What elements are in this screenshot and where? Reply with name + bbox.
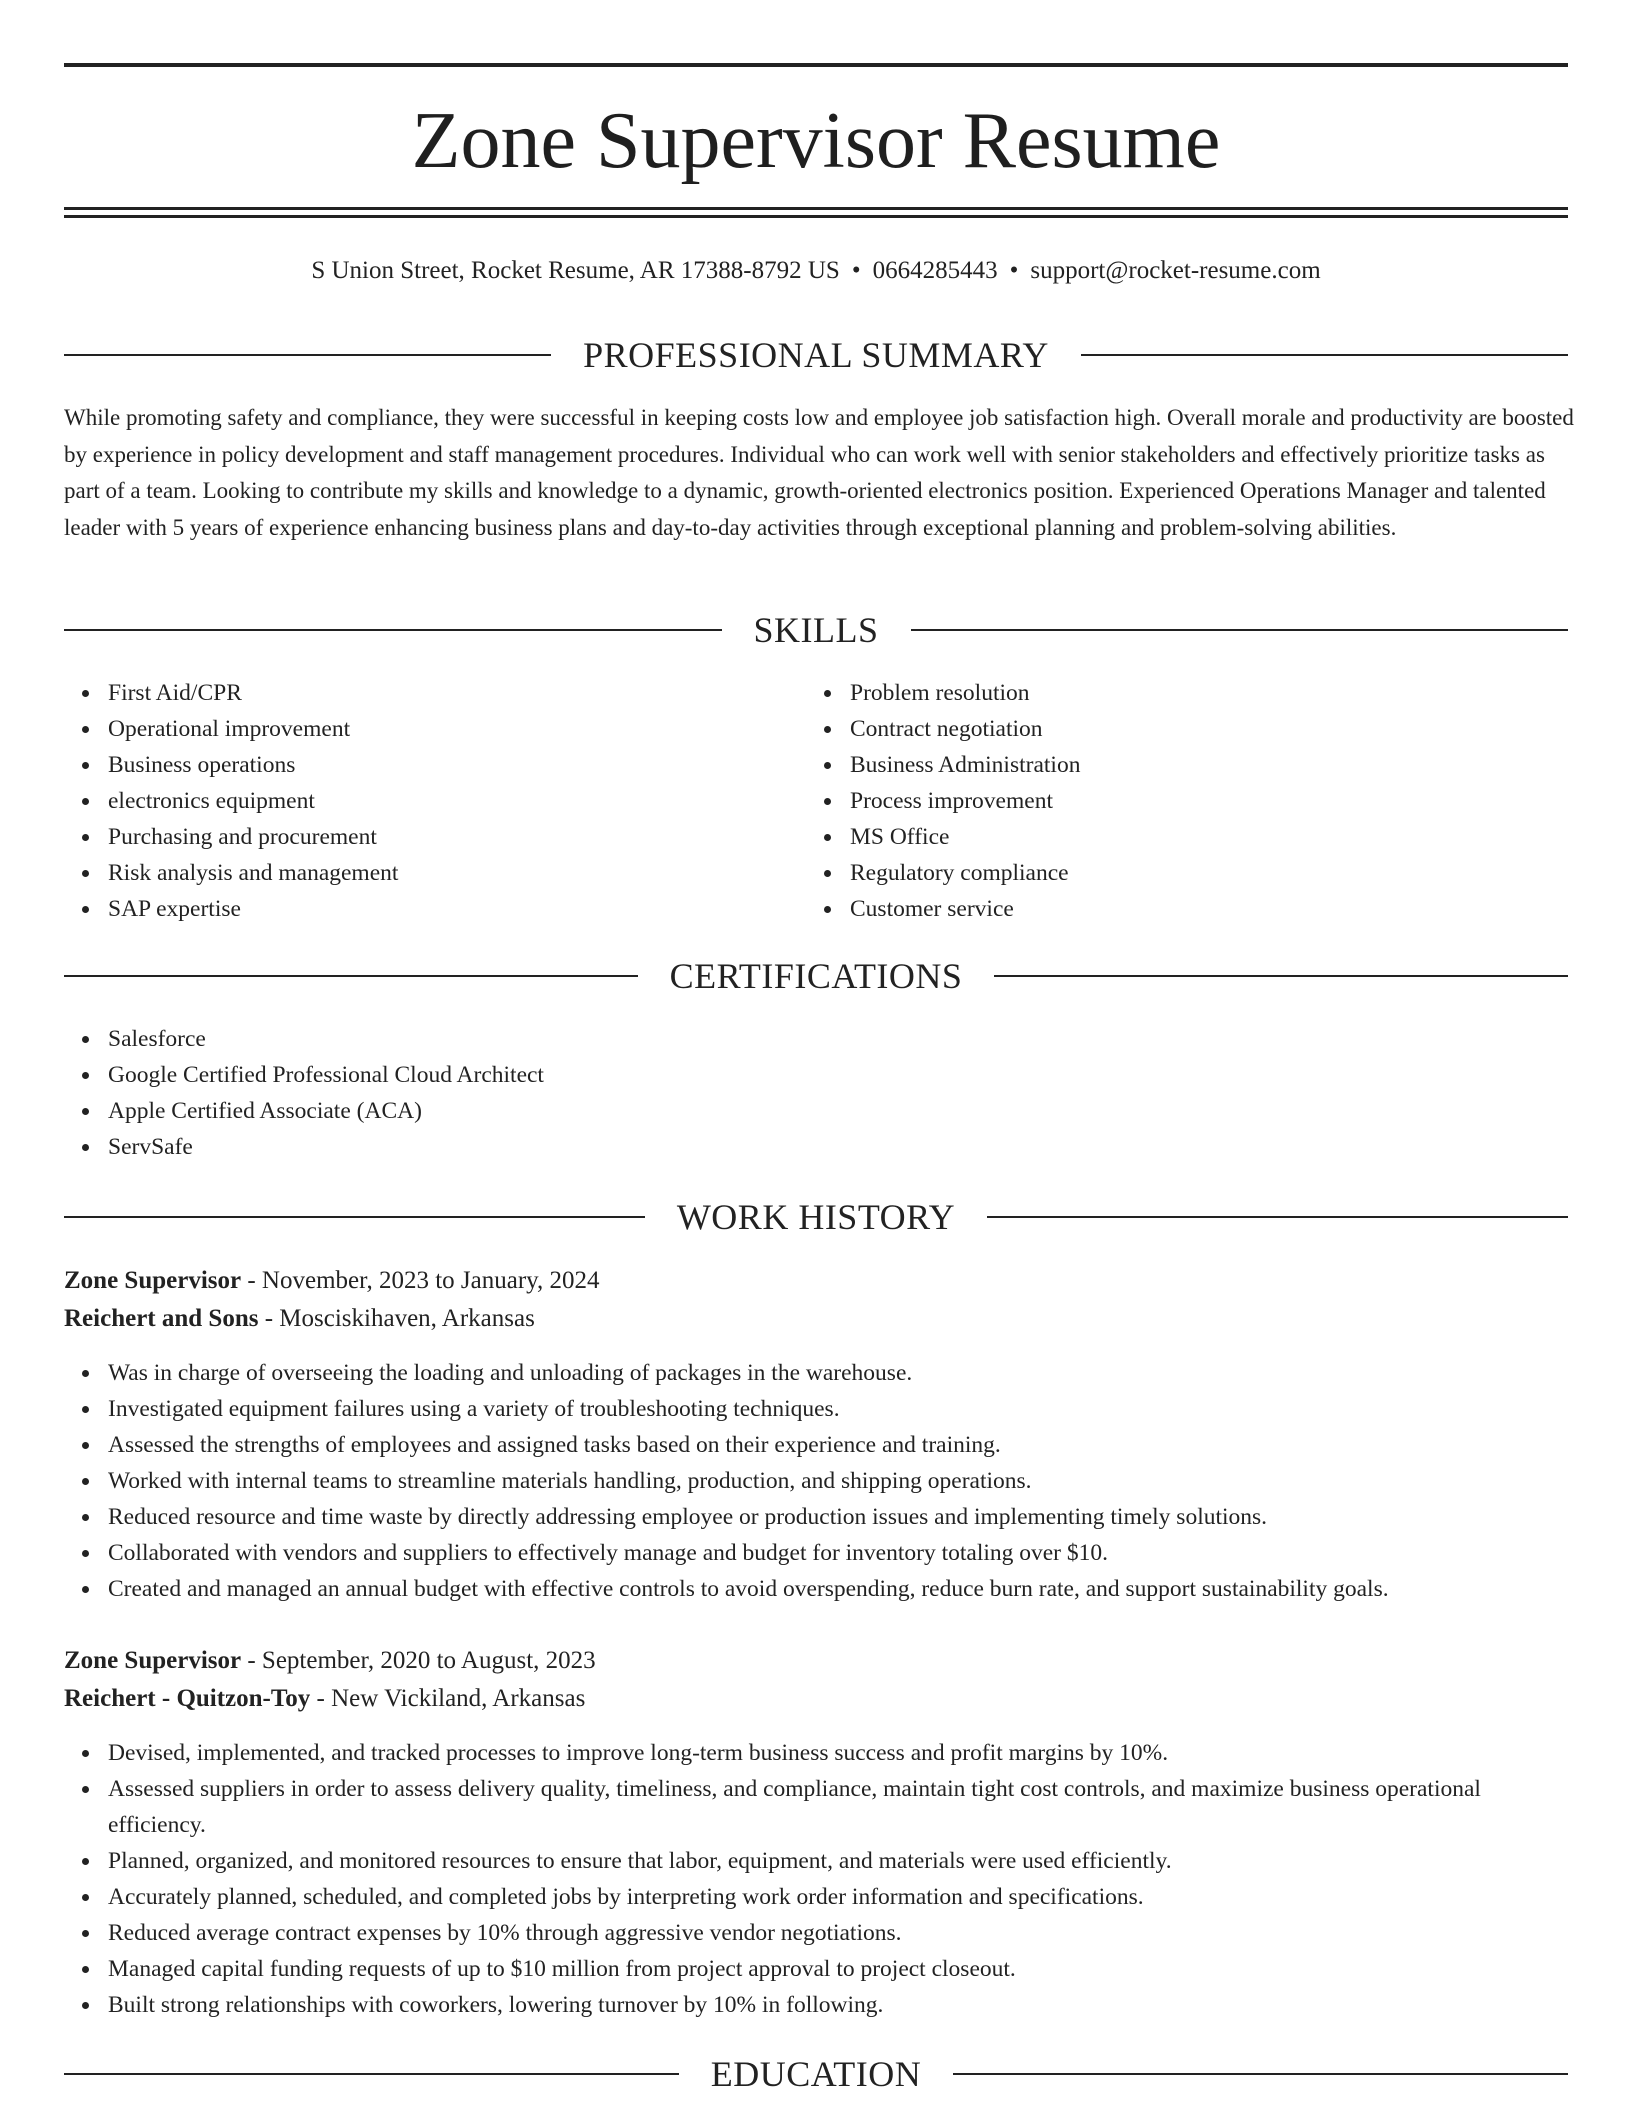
section-heading-certifications: [64, 954, 1568, 998]
skill-item: SAP expertise: [108, 891, 398, 927]
job-bullet: Managed capital funding requests of up to $10 million from project approval to project closeout.: [108, 1951, 1568, 1987]
education-heading: EDUCATION: [710, 2054, 922, 2094]
skill-item: MS Office: [850, 819, 1080, 855]
skill-item: Contract negotiation: [850, 711, 1080, 747]
skill-item: Process improvement: [850, 783, 1080, 819]
contact-line: [0, 254, 1632, 288]
certification-item: Apple Certified Associate (ACA): [108, 1093, 544, 1129]
skill-item: Problem resolution: [850, 675, 1080, 711]
job-title: Zone Supervisor: [64, 1267, 242, 1294]
skills-list-right: [806, 675, 1080, 927]
job-bullet: Created and managed an annual budget with effective controls to avoid overspending, reduce burn rate, and support sustainability goals.: [108, 1571, 1568, 1607]
heading-rule-left: [64, 2073, 679, 2075]
skill-item: Business operations: [108, 747, 398, 783]
job-bullet: Assessed suppliers in order to assess delivery quality, timeliness, and compliance, maintain tight cost controls, and maximize business operational efficiency.: [108, 1771, 1568, 1843]
skill-item: Risk analysis and management: [108, 855, 398, 891]
job-location: - New Vickiland, Arkansas: [310, 1685, 586, 1712]
contact-separator: •: [851, 257, 861, 284]
certification-item: Salesforce: [108, 1021, 544, 1057]
job-bullet: Devised, implemented, and tracked processes to improve long-term business success and profit margins by 10%.: [108, 1735, 1568, 1771]
header-rule-lower: [64, 215, 1568, 218]
skill-item: electronics equipment: [108, 783, 398, 819]
heading-rule-right: [911, 629, 1569, 631]
heading-rule-left: [64, 629, 722, 631]
certification-item: ServSafe: [108, 1129, 544, 1165]
summary-text: While promoting safety and compliance, they were successful in keeping costs low and employee job satisfaction high. Overall morale and productivity are boosted by experience in policy development and staff management procedures. Individual who can work well with senior stakeholders and effectively prioritize tasks as part of a team. Looking to contribute my skills and knowledge to a dynamic, growth-oriented electronics position. Experienced Operations Manager and talented leader with 5 years of experience enhancing business plans and day-to-day activities through exceptional planning and problem-solving abilities.: [64, 405, 1574, 540]
job-company-line: [64, 1681, 585, 1717]
job-bullets: [64, 1355, 1568, 1607]
heading-rule-left: [64, 354, 551, 356]
job-title-line: [64, 1263, 600, 1299]
job-bullet: Collaborated with vendors and suppliers to effectively manage and budget for inventory totaling over $10.: [108, 1535, 1568, 1571]
job-bullet: Reduced average contract expenses by 10% through aggressive vendor negotiations.: [108, 1915, 1568, 1951]
certifications-list: [64, 1021, 544, 1165]
contact-address: S Union Street, Rocket Resume, AR 17388-8792 US: [311, 257, 840, 284]
section-heading-summary: [64, 333, 1568, 377]
section-heading-skills: [64, 608, 1568, 652]
job-dates: - September, 2020 to August, 2023: [241, 1647, 596, 1674]
certification-item: Google Certified Professional Cloud Architect: [108, 1057, 544, 1093]
skill-item: Regulatory compliance: [850, 855, 1080, 891]
summary-heading: PROFESSIONAL SUMMARY: [583, 335, 1049, 375]
header-rule-upper: [64, 207, 1568, 210]
job-bullet: Investigated equipment failures using a variety of troubleshooting techniques.: [108, 1391, 1568, 1427]
job-location: - Mosciskihaven, Arkansas: [258, 1305, 535, 1332]
skills-list-left: [64, 675, 398, 927]
skill-item: Operational improvement: [108, 711, 398, 747]
skill-item: Purchasing and procurement: [108, 819, 398, 855]
skill-item: Customer service: [850, 891, 1080, 927]
heading-rule-right: [994, 975, 1568, 977]
job-bullet: Accurately planned, scheduled, and completed jobs by interpreting work order information and specifications.: [108, 1879, 1568, 1915]
skill-item: Business Administration: [850, 747, 1080, 783]
skills-heading: SKILLS: [753, 610, 879, 650]
heading-rule-left: [64, 975, 638, 977]
job-bullet: Reduced resource and time waste by directly addressing employee or production issues and implementing timely solutions.: [108, 1499, 1568, 1535]
job-bullet: Assessed the strengths of employees and assigned tasks based on their experience and training.: [108, 1427, 1568, 1463]
certifications-heading: CERTIFICATIONS: [669, 956, 963, 996]
job-company-line: [64, 1301, 535, 1337]
job-bullet: Planned, organized, and monitored resources to ensure that labor, equipment, and materials were used efficiently.: [108, 1843, 1568, 1879]
heading-rule-right: [953, 2073, 1568, 2075]
job-bullet: Built strong relationships with coworkers, lowering turnover by 10% in following.: [108, 1987, 1568, 2023]
job-title-line: [64, 1643, 596, 1679]
contact-email: support@rocket-resume.com: [1030, 257, 1321, 284]
work-history-heading: WORK HISTORY: [676, 1197, 956, 1237]
skill-item: First Aid/CPR: [108, 675, 398, 711]
header-top-rule: [64, 63, 1568, 67]
contact-separator: •: [1009, 257, 1019, 284]
section-heading-work-history: [64, 1195, 1568, 1239]
heading-rule-right: [1081, 354, 1568, 356]
contact-phone: 0664285443: [872, 257, 998, 284]
job-company: Reichert and Sons: [64, 1305, 259, 1332]
resume-title: Zone Supervisor Resume: [411, 97, 1221, 185]
job-dates: - November, 2023 to January, 2024: [241, 1267, 600, 1294]
job-bullet: Worked with internal teams to streamline materials handling, production, and shipping operations.: [108, 1463, 1568, 1499]
job-bullets: [64, 1735, 1568, 2023]
section-heading-education: [64, 2052, 1568, 2096]
job-title: Zone Supervisor: [64, 1647, 242, 1674]
heading-rule-right: [987, 1216, 1568, 1218]
job-company: Reichert - Quitzon-Toy: [64, 1685, 311, 1712]
job-bullet: Was in charge of overseeing the loading and unloading of packages in the warehouse.: [108, 1355, 1568, 1391]
heading-rule-left: [64, 1216, 645, 1218]
